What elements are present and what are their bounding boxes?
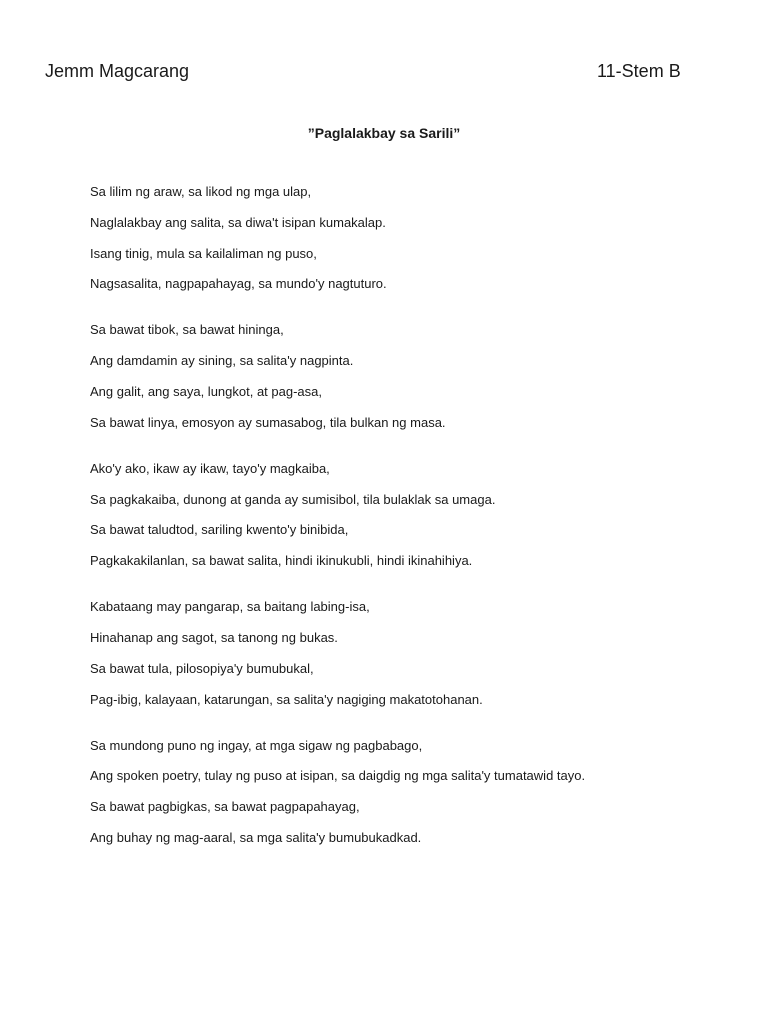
poem-line: Sa bawat pagbigkas, sa bawat pagpapahayag, bbox=[90, 799, 360, 815]
poem-line: Isang tinig, mula sa kailaliman ng puso, bbox=[90, 245, 317, 261]
poem-line: Pag-ibig, kalayaan, katarungan, sa salita'y nagiging makatotohanan. bbox=[90, 691, 483, 707]
poem-body bbox=[90, 184, 750, 876]
poem-line: Kabataang may pangarap, sa baitang labing-isa, bbox=[90, 599, 370, 615]
poem-line: Hinahanap ang sagot, sa tanong ng bukas. bbox=[90, 629, 338, 645]
author-name: Jemm Magcarang bbox=[45, 61, 190, 81]
stanza bbox=[90, 599, 750, 707]
poem-line: Ang damdamin ay sining, sa salita'y nagpinta. bbox=[90, 353, 354, 369]
poem-line: Ako'y ako, ikaw ay ikaw, tayo'y magkaiba, bbox=[90, 460, 330, 476]
poem-title: ”Paglalakbay sa Sarili” bbox=[307, 125, 461, 141]
stanza bbox=[90, 738, 750, 846]
poem-line: Sa bawat taludtod, sariling kwento'y binibida, bbox=[90, 522, 349, 538]
poem-line: Ang spoken poetry, tulay ng puso at isipan, sa daigdig ng mga salita'y tumatawid tayo. bbox=[90, 768, 586, 784]
poem-line: Sa pagkakaiba, dunong at ganda ay sumisibol, tila bulaklak sa umaga. bbox=[90, 491, 496, 507]
poem-line: Ang galit, ang saya, lungkot, at pag-asa, bbox=[90, 383, 322, 399]
stanza bbox=[90, 322, 750, 430]
poem-line: Sa bawat tula, pilosopiya'y bumubukal, bbox=[90, 660, 314, 676]
poem-line: Pagkakakilanlan, sa bawat salita, hindi ikinukubli, hindi ikinahihiya. bbox=[90, 553, 473, 569]
poem-line: Sa bawat linya, emosyon ay sumasabog, tila bulkan ng masa. bbox=[90, 414, 446, 430]
poem-line: Sa mundong puno ng ingay, at mga sigaw ng pagbabago, bbox=[90, 737, 423, 753]
stanza bbox=[90, 184, 750, 292]
class-section: 11-Stem B bbox=[597, 61, 681, 81]
poem-line: Sa lilim ng araw, sa likod ng mga ulap, bbox=[90, 184, 312, 199]
stanza bbox=[90, 461, 750, 569]
poem-line: Ang buhay ng mag-aaral, sa mga salita'y bumubukadkad. bbox=[90, 829, 422, 845]
poem-line: Nagsasalita, nagpapahayag, sa mundo'y nagtuturo. bbox=[90, 276, 387, 292]
poem-line: Sa bawat tibok, sa bawat hininga, bbox=[90, 322, 284, 338]
poem-line: Naglalakbay ang salita, sa diwa't isipan kumakalap. bbox=[90, 214, 386, 230]
